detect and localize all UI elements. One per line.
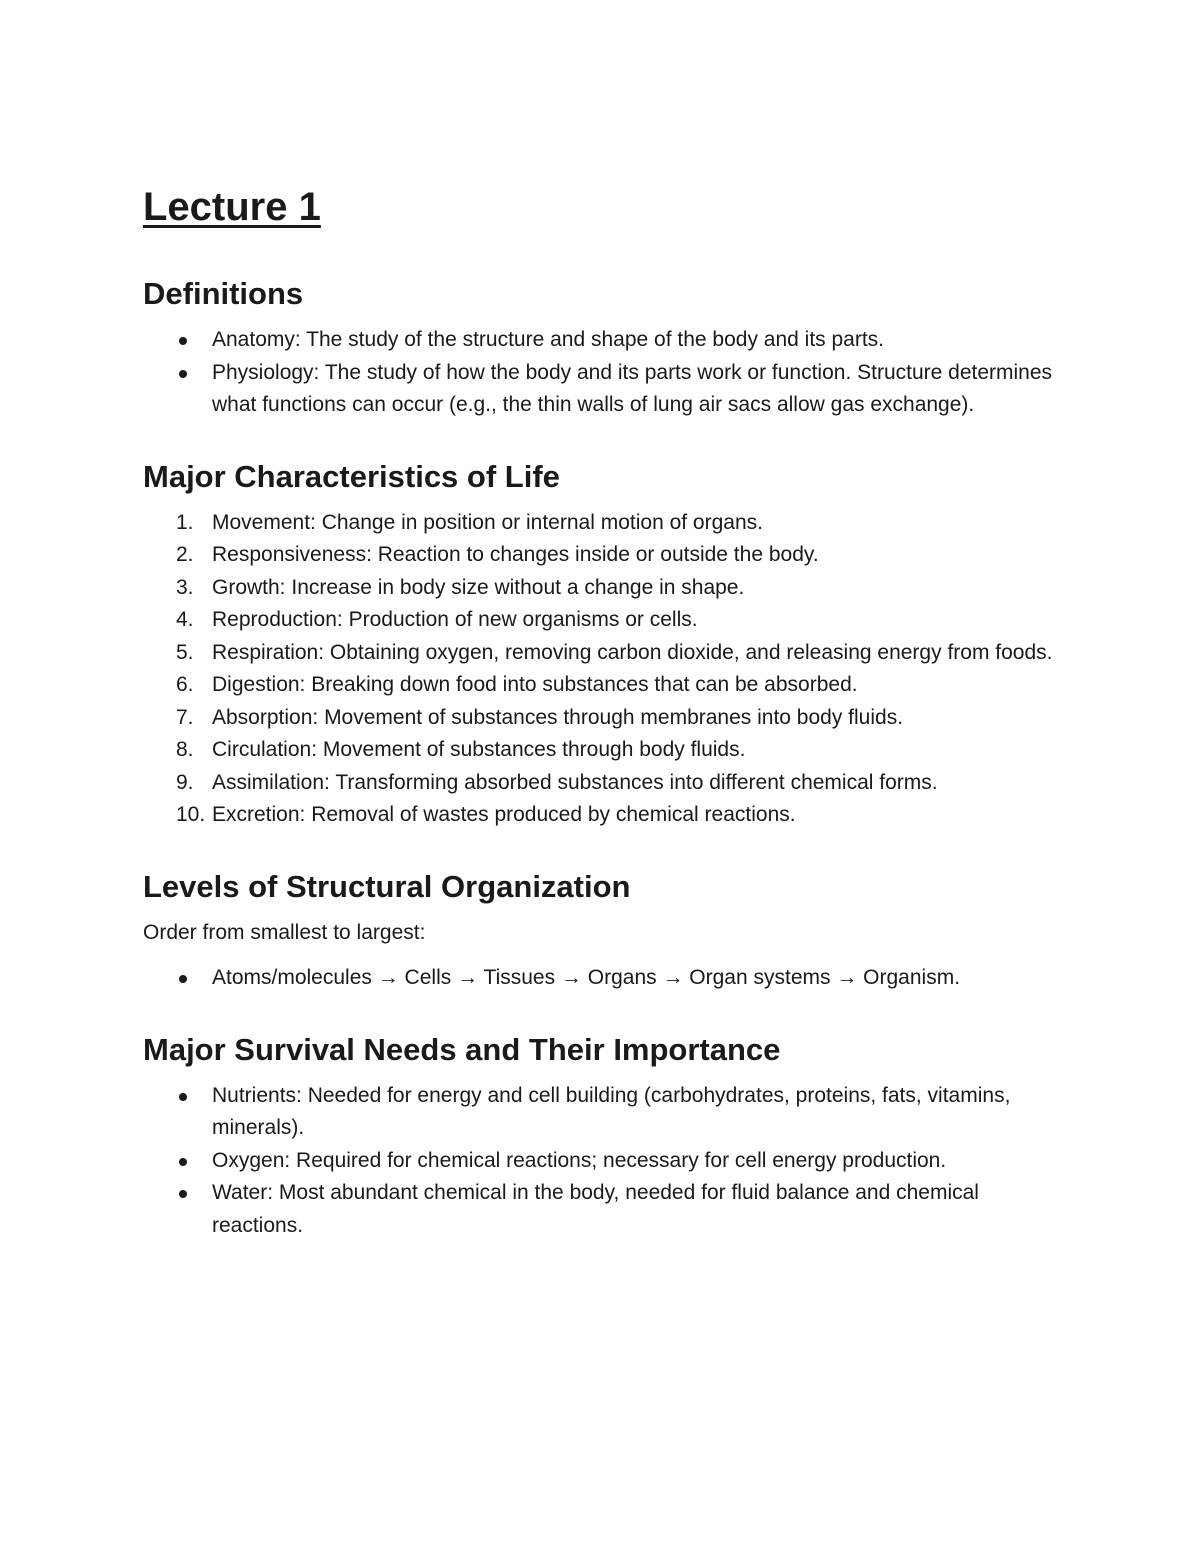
bullet-icon bbox=[179, 1190, 187, 1198]
list-item bbox=[143, 357, 1073, 422]
bullet-icon bbox=[179, 1093, 187, 1101]
characteristics-list bbox=[143, 507, 1073, 832]
list-item bbox=[143, 734, 1073, 767]
list-item bbox=[143, 1080, 1073, 1145]
list-number: 8. bbox=[176, 738, 194, 761]
list-item bbox=[143, 669, 1073, 702]
list-item bbox=[143, 799, 1073, 832]
list-item bbox=[143, 572, 1073, 605]
section-survival bbox=[143, 1030, 1073, 1243]
list-item bbox=[143, 962, 1073, 995]
list-item-text: Water: Most abundant chemical in the body, needed for fluid balance and chemical reactions. bbox=[212, 1181, 979, 1237]
list-item-text: Assimilation: Transforming absorbed substances into different chemical forms. bbox=[212, 770, 938, 794]
bullet-icon bbox=[179, 370, 187, 378]
list-item-text: Circulation: Movement of substances through body fluids. bbox=[212, 738, 746, 761]
list-item-text: Growth: Increase in body size without a change in shape. bbox=[212, 575, 745, 599]
list-item-text: Physiology: The study of how the body and its parts work or function. Structure determines what functions can occur (e.g., the thin walls of lung air sacs allow gas exchange). bbox=[212, 360, 1053, 416]
list-number: 6. bbox=[176, 673, 194, 696]
section-heading-characteristics: Major Characteristics of Life bbox=[143, 458, 560, 494]
list-item bbox=[143, 702, 1073, 735]
section-definitions bbox=[143, 274, 1073, 422]
bullet-icon bbox=[179, 1158, 187, 1166]
list-item bbox=[143, 767, 1073, 800]
list-item-text: Excretion: Removal of wastes produced by chemical reactions. bbox=[212, 803, 796, 826]
list-item-text: Nutrients: Needed for energy and cell building (carbohydrates, proteins, fats, vitamins, minerals). bbox=[212, 1083, 1011, 1139]
list-item bbox=[143, 324, 1073, 357]
list-item-text: Anatomy: The study of the structure and shape of the body and its parts. bbox=[212, 328, 885, 351]
section-heading-definitions: Definitions bbox=[143, 276, 304, 311]
list-item-text: Responsiveness: Reaction to changes inside or outside the body. bbox=[212, 543, 819, 566]
document-page bbox=[143, 178, 1073, 1277]
list-item-text: Respiration: Obtaining oxygen, removing carbon dioxide, and releasing energy from foods. bbox=[212, 640, 1053, 664]
list-number: 9. bbox=[176, 770, 194, 794]
section-levels bbox=[143, 867, 1073, 995]
list-number: 7. bbox=[176, 705, 194, 729]
list-number: 4. bbox=[176, 608, 194, 631]
list-item-text: Atoms/molecules → Cells → Tissues → Organs → Organ systems → Organism. bbox=[212, 966, 961, 989]
section-heading-survival: Major Survival Needs and Their Importance bbox=[143, 1031, 781, 1067]
list-number: 10. bbox=[176, 803, 206, 826]
list-item bbox=[143, 604, 1073, 637]
survival-list bbox=[143, 1080, 1073, 1243]
definitions-list bbox=[143, 324, 1073, 422]
list-number: 2. bbox=[176, 543, 194, 566]
list-item bbox=[143, 507, 1073, 540]
list-item bbox=[143, 1177, 1073, 1242]
bullet-icon bbox=[179, 975, 187, 983]
section-heading-levels: Levels of Structural Organization bbox=[143, 868, 631, 904]
list-item-text: Reproduction: Production of new organisms or cells. bbox=[212, 608, 698, 631]
list-number: 3. bbox=[176, 575, 194, 599]
list-number: 5. bbox=[176, 640, 194, 664]
list-item-text: Oxygen: Required for chemical reactions; necessary for cell energy production. bbox=[212, 1148, 947, 1172]
list-item bbox=[143, 1145, 1073, 1178]
list-item-text: Movement: Change in position or internal motion of organs. bbox=[212, 510, 763, 534]
list-item-text: Digestion: Breaking down food into substances that can be absorbed. bbox=[212, 673, 858, 696]
list-number: 1. bbox=[176, 510, 194, 534]
levels-intro-text: Order from smallest to largest: bbox=[143, 920, 426, 944]
section-characteristics bbox=[143, 457, 1073, 832]
levels-list bbox=[143, 962, 1073, 995]
page-title: Lecture 1 bbox=[143, 185, 321, 229]
list-item-text: Absorption: Movement of substances through membranes into body fluids. bbox=[212, 705, 904, 729]
list-item bbox=[143, 539, 1073, 572]
list-item bbox=[143, 637, 1073, 670]
bullet-icon bbox=[179, 337, 187, 345]
